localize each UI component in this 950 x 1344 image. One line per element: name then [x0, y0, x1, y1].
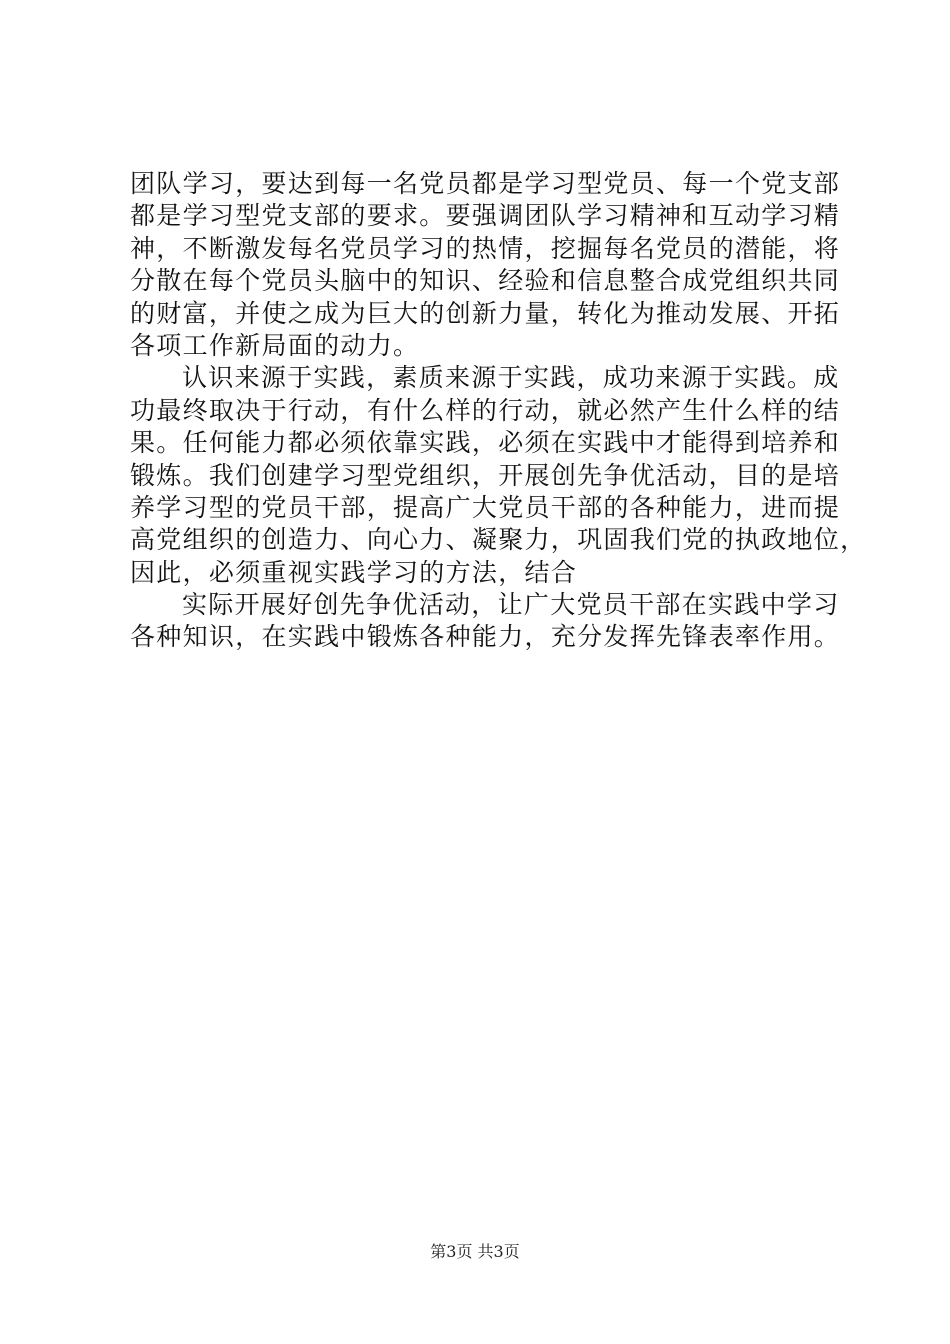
text-line: 果。任何能力都必须依靠实践，必须在实践中才能得到培养和	[130, 428, 841, 458]
paragraph-first-line: 认识来源于实践，素质来源于实践，成功来源于实践。成	[182, 363, 840, 393]
body-text	[130, 168, 867, 654]
text-line: 各项工作新局面的动力。	[130, 330, 420, 360]
text-line: 都是学习型党支部的要求。要强调团队学习精神和互动学习精	[130, 201, 841, 231]
text-line: 团队学习，要达到每一名党员都是学习型党员、每一个党支部	[130, 169, 841, 198]
paragraph-first-line: 实际开展好创先争优活动，让广大党员干部在实践中学习	[182, 590, 840, 620]
text-line: 功最终取决于行动，有什么样的行动，就必然产生什么样的结	[130, 395, 841, 425]
text-line: 的财富，并使之成为巨大的创新力量，转化为推动发展、开拓	[130, 298, 841, 328]
text-line: 神，不断激发每名党员学习的热情，挖掘每名党员的潜能，将	[130, 233, 841, 263]
text-line: 养学习型的党员干部，提高广大党员干部的各种能力，进而提	[130, 492, 841, 522]
text-line: 因此，必须重视实践学习的方法，结合	[130, 557, 578, 587]
text-line: 各种知识，在实践中锻炼各种能力，充分发挥先锋表率作用。	[130, 622, 841, 652]
text-line: 锻炼。我们创建学习型党组织，开展创先争优活动，目的是培	[130, 460, 841, 490]
page-footer: 第3页 共3页	[430, 1242, 520, 1261]
text-line: 高党组织的创造力、向心力、凝聚力，巩固我们党的执政地位，	[130, 525, 867, 555]
text-line: 分散在每个党员头脑中的知识、经验和信息整合成党组织共同	[130, 266, 841, 296]
